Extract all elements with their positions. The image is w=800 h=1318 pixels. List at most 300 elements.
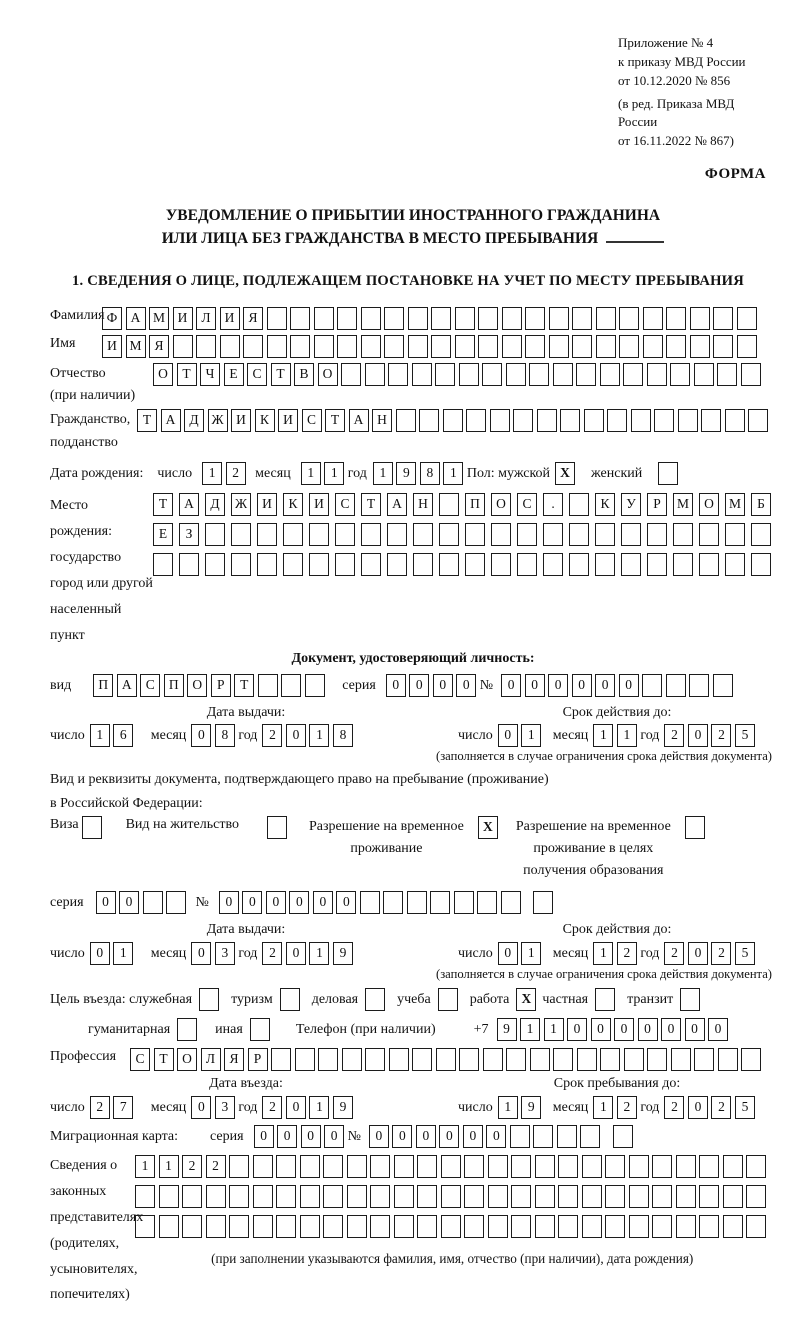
- char-cell[interactable]: [491, 523, 511, 546]
- char-cell[interactable]: [417, 1155, 437, 1178]
- char-cell[interactable]: [439, 553, 459, 576]
- char-cell[interactable]: [694, 1048, 714, 1071]
- char-cell[interactable]: 0: [277, 1125, 297, 1148]
- char-cell[interactable]: [537, 409, 557, 432]
- char-cell[interactable]: [441, 1185, 461, 1208]
- char-cell[interactable]: М: [149, 307, 169, 330]
- char-cell[interactable]: 0: [433, 674, 453, 697]
- char-cell[interactable]: [699, 553, 719, 576]
- char-cell[interactable]: [584, 409, 604, 432]
- char-cell[interactable]: [741, 1048, 761, 1071]
- char-cell[interactable]: [580, 1125, 600, 1148]
- char-cell[interactable]: [569, 553, 589, 576]
- char-cell[interactable]: [258, 674, 278, 697]
- char-cell[interactable]: [159, 1215, 179, 1238]
- char-cell[interactable]: А: [126, 307, 146, 330]
- char-cell[interactable]: Е: [224, 363, 244, 386]
- char-cell[interactable]: 0: [486, 1125, 506, 1148]
- char-cell[interactable]: А: [117, 674, 137, 697]
- char-cell[interactable]: [482, 363, 502, 386]
- char-cell[interactable]: А: [179, 493, 199, 516]
- char-cell[interactable]: Р: [248, 1048, 268, 1071]
- char-cell[interactable]: [231, 553, 251, 576]
- char-cell[interactable]: [229, 1155, 249, 1178]
- char-cell[interactable]: П: [93, 674, 113, 697]
- char-cell[interactable]: [337, 307, 357, 330]
- char-cell[interactable]: 0: [313, 891, 333, 914]
- char-cell[interactable]: [135, 1215, 155, 1238]
- char-cell[interactable]: [347, 1155, 367, 1178]
- char-cell[interactable]: 1: [309, 1096, 329, 1119]
- char-cell[interactable]: [535, 1215, 555, 1238]
- char-cell[interactable]: Н: [372, 409, 392, 432]
- char-cell[interactable]: [431, 335, 451, 358]
- char-cell[interactable]: [652, 1185, 672, 1208]
- char-cell[interactable]: [229, 1215, 249, 1238]
- char-cell[interactable]: З: [179, 523, 199, 546]
- char-cell[interactable]: 0: [324, 1125, 344, 1148]
- char-cell[interactable]: К: [255, 409, 275, 432]
- char-cell[interactable]: [533, 891, 553, 914]
- char-cell[interactable]: [525, 307, 545, 330]
- char-cell[interactable]: [502, 307, 522, 330]
- char-cell[interactable]: Р: [211, 674, 231, 697]
- char-cell[interactable]: 0: [688, 1096, 708, 1119]
- char-cell[interactable]: 0: [688, 724, 708, 747]
- char-cell[interactable]: [408, 335, 428, 358]
- char-cell[interactable]: И: [257, 493, 277, 516]
- char-cell[interactable]: [159, 1185, 179, 1208]
- char-cell[interactable]: [478, 335, 498, 358]
- char-cell[interactable]: [595, 523, 615, 546]
- char-cell[interactable]: [182, 1215, 202, 1238]
- purpose-official-checkbox[interactable]: [199, 988, 219, 1011]
- char-cell[interactable]: [673, 523, 693, 546]
- char-cell[interactable]: [629, 1185, 649, 1208]
- char-cell[interactable]: [619, 335, 639, 358]
- char-cell[interactable]: [605, 1155, 625, 1178]
- char-cell[interactable]: [337, 335, 357, 358]
- char-cell[interactable]: [666, 674, 686, 697]
- char-cell[interactable]: 2: [226, 462, 246, 485]
- char-cell[interactable]: [582, 1215, 602, 1238]
- char-cell[interactable]: 1: [498, 1096, 518, 1119]
- char-cell[interactable]: [347, 1185, 367, 1208]
- char-cell[interactable]: [365, 1048, 385, 1071]
- char-cell[interactable]: [717, 363, 737, 386]
- char-cell[interactable]: [746, 1155, 766, 1178]
- char-cell[interactable]: [689, 674, 709, 697]
- char-cell[interactable]: С: [302, 409, 322, 432]
- char-cell[interactable]: 1: [309, 724, 329, 747]
- char-cell[interactable]: [491, 553, 511, 576]
- char-cell[interactable]: 3: [215, 1096, 235, 1119]
- char-cell[interactable]: 9: [333, 942, 353, 965]
- char-cell[interactable]: [631, 409, 651, 432]
- char-cell[interactable]: 0: [369, 1125, 389, 1148]
- char-cell[interactable]: [529, 363, 549, 386]
- char-cell[interactable]: 0: [456, 674, 476, 697]
- purpose-work-checkbox[interactable]: X: [516, 988, 536, 1011]
- char-cell[interactable]: [309, 523, 329, 546]
- char-cell[interactable]: 2: [711, 942, 731, 965]
- char-cell[interactable]: [517, 523, 537, 546]
- char-cell[interactable]: [525, 335, 545, 358]
- char-cell[interactable]: [569, 523, 589, 546]
- char-cell[interactable]: [582, 1155, 602, 1178]
- char-cell[interactable]: 2: [617, 942, 637, 965]
- char-cell[interactable]: [466, 409, 486, 432]
- char-cell[interactable]: [300, 1215, 320, 1238]
- char-cell[interactable]: 2: [711, 1096, 731, 1119]
- char-cell[interactable]: [253, 1185, 273, 1208]
- char-cell[interactable]: [483, 1048, 503, 1071]
- char-cell[interactable]: 2: [206, 1155, 226, 1178]
- char-cell[interactable]: [206, 1215, 226, 1238]
- char-cell[interactable]: [206, 1185, 226, 1208]
- char-cell[interactable]: [713, 674, 733, 697]
- char-cell[interactable]: Я: [149, 335, 169, 358]
- char-cell[interactable]: 0: [572, 674, 592, 697]
- char-cell[interactable]: 2: [664, 942, 684, 965]
- char-cell[interactable]: [535, 1155, 555, 1178]
- purpose-other-checkbox[interactable]: [250, 1018, 270, 1041]
- char-cell[interactable]: [283, 553, 303, 576]
- char-cell[interactable]: О: [699, 493, 719, 516]
- char-cell[interactable]: 0: [191, 1096, 211, 1119]
- char-cell[interactable]: С: [140, 674, 160, 697]
- char-cell[interactable]: 1: [593, 724, 613, 747]
- char-cell[interactable]: [699, 523, 719, 546]
- char-cell[interactable]: [595, 553, 615, 576]
- char-cell[interactable]: [314, 307, 334, 330]
- char-cell[interactable]: [384, 307, 404, 330]
- char-cell[interactable]: [361, 307, 381, 330]
- char-cell[interactable]: 2: [90, 1096, 110, 1119]
- char-cell[interactable]: [383, 891, 403, 914]
- char-cell[interactable]: [439, 493, 459, 516]
- char-cell[interactable]: [318, 1048, 338, 1071]
- char-cell[interactable]: [361, 335, 381, 358]
- char-cell[interactable]: [621, 523, 641, 546]
- char-cell[interactable]: 0: [463, 1125, 483, 1148]
- char-cell[interactable]: [417, 1185, 437, 1208]
- char-cell[interactable]: [435, 363, 455, 386]
- char-cell[interactable]: [182, 1185, 202, 1208]
- char-cell[interactable]: [647, 363, 667, 386]
- temp-residence-checkbox[interactable]: X: [478, 816, 498, 839]
- char-cell[interactable]: 6: [113, 724, 133, 747]
- char-cell[interactable]: Ж: [208, 409, 228, 432]
- char-cell[interactable]: [347, 1215, 367, 1238]
- char-cell[interactable]: 2: [262, 1096, 282, 1119]
- char-cell[interactable]: [624, 1048, 644, 1071]
- char-cell[interactable]: 0: [525, 674, 545, 697]
- char-cell[interactable]: [511, 1215, 531, 1238]
- char-cell[interactable]: Е: [153, 523, 173, 546]
- char-cell[interactable]: Т: [177, 363, 197, 386]
- char-cell[interactable]: [276, 1155, 296, 1178]
- char-cell[interactable]: [725, 553, 745, 576]
- char-cell[interactable]: Ж: [231, 493, 251, 516]
- char-cell[interactable]: [596, 335, 616, 358]
- char-cell[interactable]: К: [595, 493, 615, 516]
- char-cell[interactable]: [725, 523, 745, 546]
- char-cell[interactable]: [621, 553, 641, 576]
- char-cell[interactable]: [506, 363, 526, 386]
- char-cell[interactable]: [257, 553, 277, 576]
- char-cell[interactable]: [558, 1185, 578, 1208]
- gender-female-checkbox[interactable]: [658, 462, 678, 485]
- char-cell[interactable]: [671, 1048, 691, 1071]
- char-cell[interactable]: 0: [595, 674, 615, 697]
- char-cell[interactable]: И: [309, 493, 329, 516]
- char-cell[interactable]: [643, 335, 663, 358]
- char-cell[interactable]: [647, 523, 667, 546]
- char-cell[interactable]: [511, 1155, 531, 1178]
- char-cell[interactable]: Д: [205, 493, 225, 516]
- char-cell[interactable]: [613, 1125, 633, 1148]
- char-cell[interactable]: [143, 891, 163, 914]
- char-cell[interactable]: [361, 523, 381, 546]
- char-cell[interactable]: [600, 363, 620, 386]
- char-cell[interactable]: 0: [191, 724, 211, 747]
- char-cell[interactable]: [533, 1125, 553, 1148]
- char-cell[interactable]: [699, 1155, 719, 1178]
- char-cell[interactable]: И: [220, 307, 240, 330]
- char-cell[interactable]: 0: [191, 942, 211, 965]
- char-cell[interactable]: [205, 553, 225, 576]
- char-cell[interactable]: [718, 1048, 738, 1071]
- char-cell[interactable]: 0: [96, 891, 116, 914]
- char-cell[interactable]: [558, 1215, 578, 1238]
- char-cell[interactable]: [737, 335, 757, 358]
- char-cell[interactable]: [253, 1155, 273, 1178]
- char-cell[interactable]: 2: [262, 942, 282, 965]
- char-cell[interactable]: 0: [688, 942, 708, 965]
- char-cell[interactable]: С: [247, 363, 267, 386]
- char-cell[interactable]: [314, 335, 334, 358]
- char-cell[interactable]: [387, 553, 407, 576]
- char-cell[interactable]: Д: [184, 409, 204, 432]
- char-cell[interactable]: [281, 674, 301, 697]
- char-cell[interactable]: 1: [593, 1096, 613, 1119]
- char-cell[interactable]: [179, 553, 199, 576]
- char-cell[interactable]: [530, 1048, 550, 1071]
- char-cell[interactable]: П: [465, 493, 485, 516]
- char-cell[interactable]: [388, 363, 408, 386]
- char-cell[interactable]: [283, 523, 303, 546]
- char-cell[interactable]: [676, 1215, 696, 1238]
- char-cell[interactable]: [510, 1125, 530, 1148]
- char-cell[interactable]: К: [283, 493, 303, 516]
- char-cell[interactable]: [220, 335, 240, 358]
- char-cell[interactable]: .: [543, 493, 563, 516]
- char-cell[interactable]: 1: [617, 724, 637, 747]
- char-cell[interactable]: Л: [196, 307, 216, 330]
- char-cell[interactable]: И: [102, 335, 122, 358]
- char-cell[interactable]: 2: [262, 724, 282, 747]
- char-cell[interactable]: [276, 1215, 296, 1238]
- char-cell[interactable]: [490, 409, 510, 432]
- char-cell[interactable]: [569, 493, 589, 516]
- char-cell[interactable]: 1: [159, 1155, 179, 1178]
- char-cell[interactable]: [323, 1215, 343, 1238]
- temp-residence-education-checkbox[interactable]: [685, 816, 705, 839]
- char-cell[interactable]: [506, 1048, 526, 1071]
- char-cell[interactable]: Ф: [102, 307, 122, 330]
- char-cell[interactable]: [576, 363, 596, 386]
- char-cell[interactable]: [582, 1185, 602, 1208]
- char-cell[interactable]: [572, 307, 592, 330]
- char-cell[interactable]: 1: [521, 724, 541, 747]
- char-cell[interactable]: [477, 891, 497, 914]
- char-cell[interactable]: [135, 1185, 155, 1208]
- char-cell[interactable]: [413, 553, 433, 576]
- char-cell[interactable]: 1: [521, 942, 541, 965]
- char-cell[interactable]: [394, 1215, 414, 1238]
- residence-permit-checkbox[interactable]: [267, 816, 287, 839]
- char-cell[interactable]: [643, 307, 663, 330]
- char-cell[interactable]: 1: [309, 942, 329, 965]
- char-cell[interactable]: [305, 674, 325, 697]
- char-cell[interactable]: [746, 1215, 766, 1238]
- char-cell[interactable]: Т: [271, 363, 291, 386]
- char-cell[interactable]: [455, 335, 475, 358]
- char-cell[interactable]: [459, 363, 479, 386]
- char-cell[interactable]: 0: [286, 942, 306, 965]
- char-cell[interactable]: [464, 1155, 484, 1178]
- char-cell[interactable]: [699, 1215, 719, 1238]
- char-cell[interactable]: 2: [664, 724, 684, 747]
- char-cell[interactable]: [408, 307, 428, 330]
- char-cell[interactable]: Т: [325, 409, 345, 432]
- char-cell[interactable]: [513, 409, 533, 432]
- char-cell[interactable]: [572, 335, 592, 358]
- char-cell[interactable]: [300, 1155, 320, 1178]
- char-cell[interactable]: [290, 335, 310, 358]
- char-cell[interactable]: 2: [617, 1096, 637, 1119]
- char-cell[interactable]: С: [517, 493, 537, 516]
- char-cell[interactable]: [323, 1185, 343, 1208]
- char-cell[interactable]: 0: [439, 1125, 459, 1148]
- char-cell[interactable]: 2: [182, 1155, 202, 1178]
- char-cell[interactable]: А: [161, 409, 181, 432]
- char-cell[interactable]: 0: [336, 891, 356, 914]
- char-cell[interactable]: 1: [90, 724, 110, 747]
- char-cell[interactable]: 2: [711, 724, 731, 747]
- char-cell[interactable]: [295, 1048, 315, 1071]
- purpose-transit-checkbox[interactable]: [680, 988, 700, 1011]
- char-cell[interactable]: [605, 1185, 625, 1208]
- char-cell[interactable]: [577, 1048, 597, 1071]
- char-cell[interactable]: 1: [544, 1018, 564, 1041]
- char-cell[interactable]: [723, 1215, 743, 1238]
- char-cell[interactable]: [596, 307, 616, 330]
- char-cell[interactable]: М: [126, 335, 146, 358]
- char-cell[interactable]: [441, 1155, 461, 1178]
- char-cell[interactable]: 0: [266, 891, 286, 914]
- char-cell[interactable]: 1: [443, 462, 463, 485]
- char-cell[interactable]: 0: [289, 891, 309, 914]
- char-cell[interactable]: [501, 891, 521, 914]
- char-cell[interactable]: [407, 891, 427, 914]
- char-cell[interactable]: [623, 363, 643, 386]
- char-cell[interactable]: [690, 307, 710, 330]
- purpose-business-checkbox[interactable]: [365, 988, 385, 1011]
- char-cell[interactable]: [173, 335, 193, 358]
- char-cell[interactable]: [478, 307, 498, 330]
- char-cell[interactable]: 1: [113, 942, 133, 965]
- char-cell[interactable]: 0: [708, 1018, 728, 1041]
- char-cell[interactable]: [387, 523, 407, 546]
- char-cell[interactable]: [465, 523, 485, 546]
- char-cell[interactable]: М: [673, 493, 693, 516]
- char-cell[interactable]: [342, 1048, 362, 1071]
- char-cell[interactable]: 0: [119, 891, 139, 914]
- char-cell[interactable]: [558, 1155, 578, 1178]
- char-cell[interactable]: [267, 335, 287, 358]
- char-cell[interactable]: Я: [224, 1048, 244, 1071]
- char-cell[interactable]: 0: [661, 1018, 681, 1041]
- char-cell[interactable]: 3: [215, 942, 235, 965]
- char-cell[interactable]: [600, 1048, 620, 1071]
- char-cell[interactable]: [725, 409, 745, 432]
- char-cell[interactable]: [629, 1155, 649, 1178]
- char-cell[interactable]: [647, 553, 667, 576]
- char-cell[interactable]: 9: [333, 1096, 353, 1119]
- char-cell[interactable]: [652, 1155, 672, 1178]
- char-cell[interactable]: [389, 1048, 409, 1071]
- char-cell[interactable]: А: [387, 493, 407, 516]
- char-cell[interactable]: [748, 409, 768, 432]
- char-cell[interactable]: [430, 891, 450, 914]
- char-cell[interactable]: [196, 335, 216, 358]
- char-cell[interactable]: [701, 409, 721, 432]
- char-cell[interactable]: [517, 553, 537, 576]
- char-cell[interactable]: [713, 335, 733, 358]
- char-cell[interactable]: [413, 523, 433, 546]
- char-cell[interactable]: [419, 409, 439, 432]
- char-cell[interactable]: 0: [685, 1018, 705, 1041]
- char-cell[interactable]: 1: [593, 942, 613, 965]
- char-cell[interactable]: [723, 1155, 743, 1178]
- char-cell[interactable]: [605, 1215, 625, 1238]
- char-cell[interactable]: 1: [324, 462, 344, 485]
- char-cell[interactable]: И: [278, 409, 298, 432]
- char-cell[interactable]: [153, 553, 173, 576]
- char-cell[interactable]: 0: [254, 1125, 274, 1148]
- char-cell[interactable]: [666, 307, 686, 330]
- char-cell[interactable]: О: [318, 363, 338, 386]
- char-cell[interactable]: [443, 409, 463, 432]
- char-cell[interactable]: И: [173, 307, 193, 330]
- char-cell[interactable]: [511, 1185, 531, 1208]
- char-cell[interactable]: О: [153, 363, 173, 386]
- char-cell[interactable]: С: [130, 1048, 150, 1071]
- char-cell[interactable]: [323, 1155, 343, 1178]
- char-cell[interactable]: [465, 553, 485, 576]
- char-cell[interactable]: 1: [202, 462, 222, 485]
- char-cell[interactable]: [166, 891, 186, 914]
- char-cell[interactable]: 0: [548, 674, 568, 697]
- char-cell[interactable]: 0: [591, 1018, 611, 1041]
- char-cell[interactable]: 0: [386, 674, 406, 697]
- char-cell[interactable]: 1: [135, 1155, 155, 1178]
- char-cell[interactable]: 2: [664, 1096, 684, 1119]
- char-cell[interactable]: [309, 553, 329, 576]
- char-cell[interactable]: [549, 307, 569, 330]
